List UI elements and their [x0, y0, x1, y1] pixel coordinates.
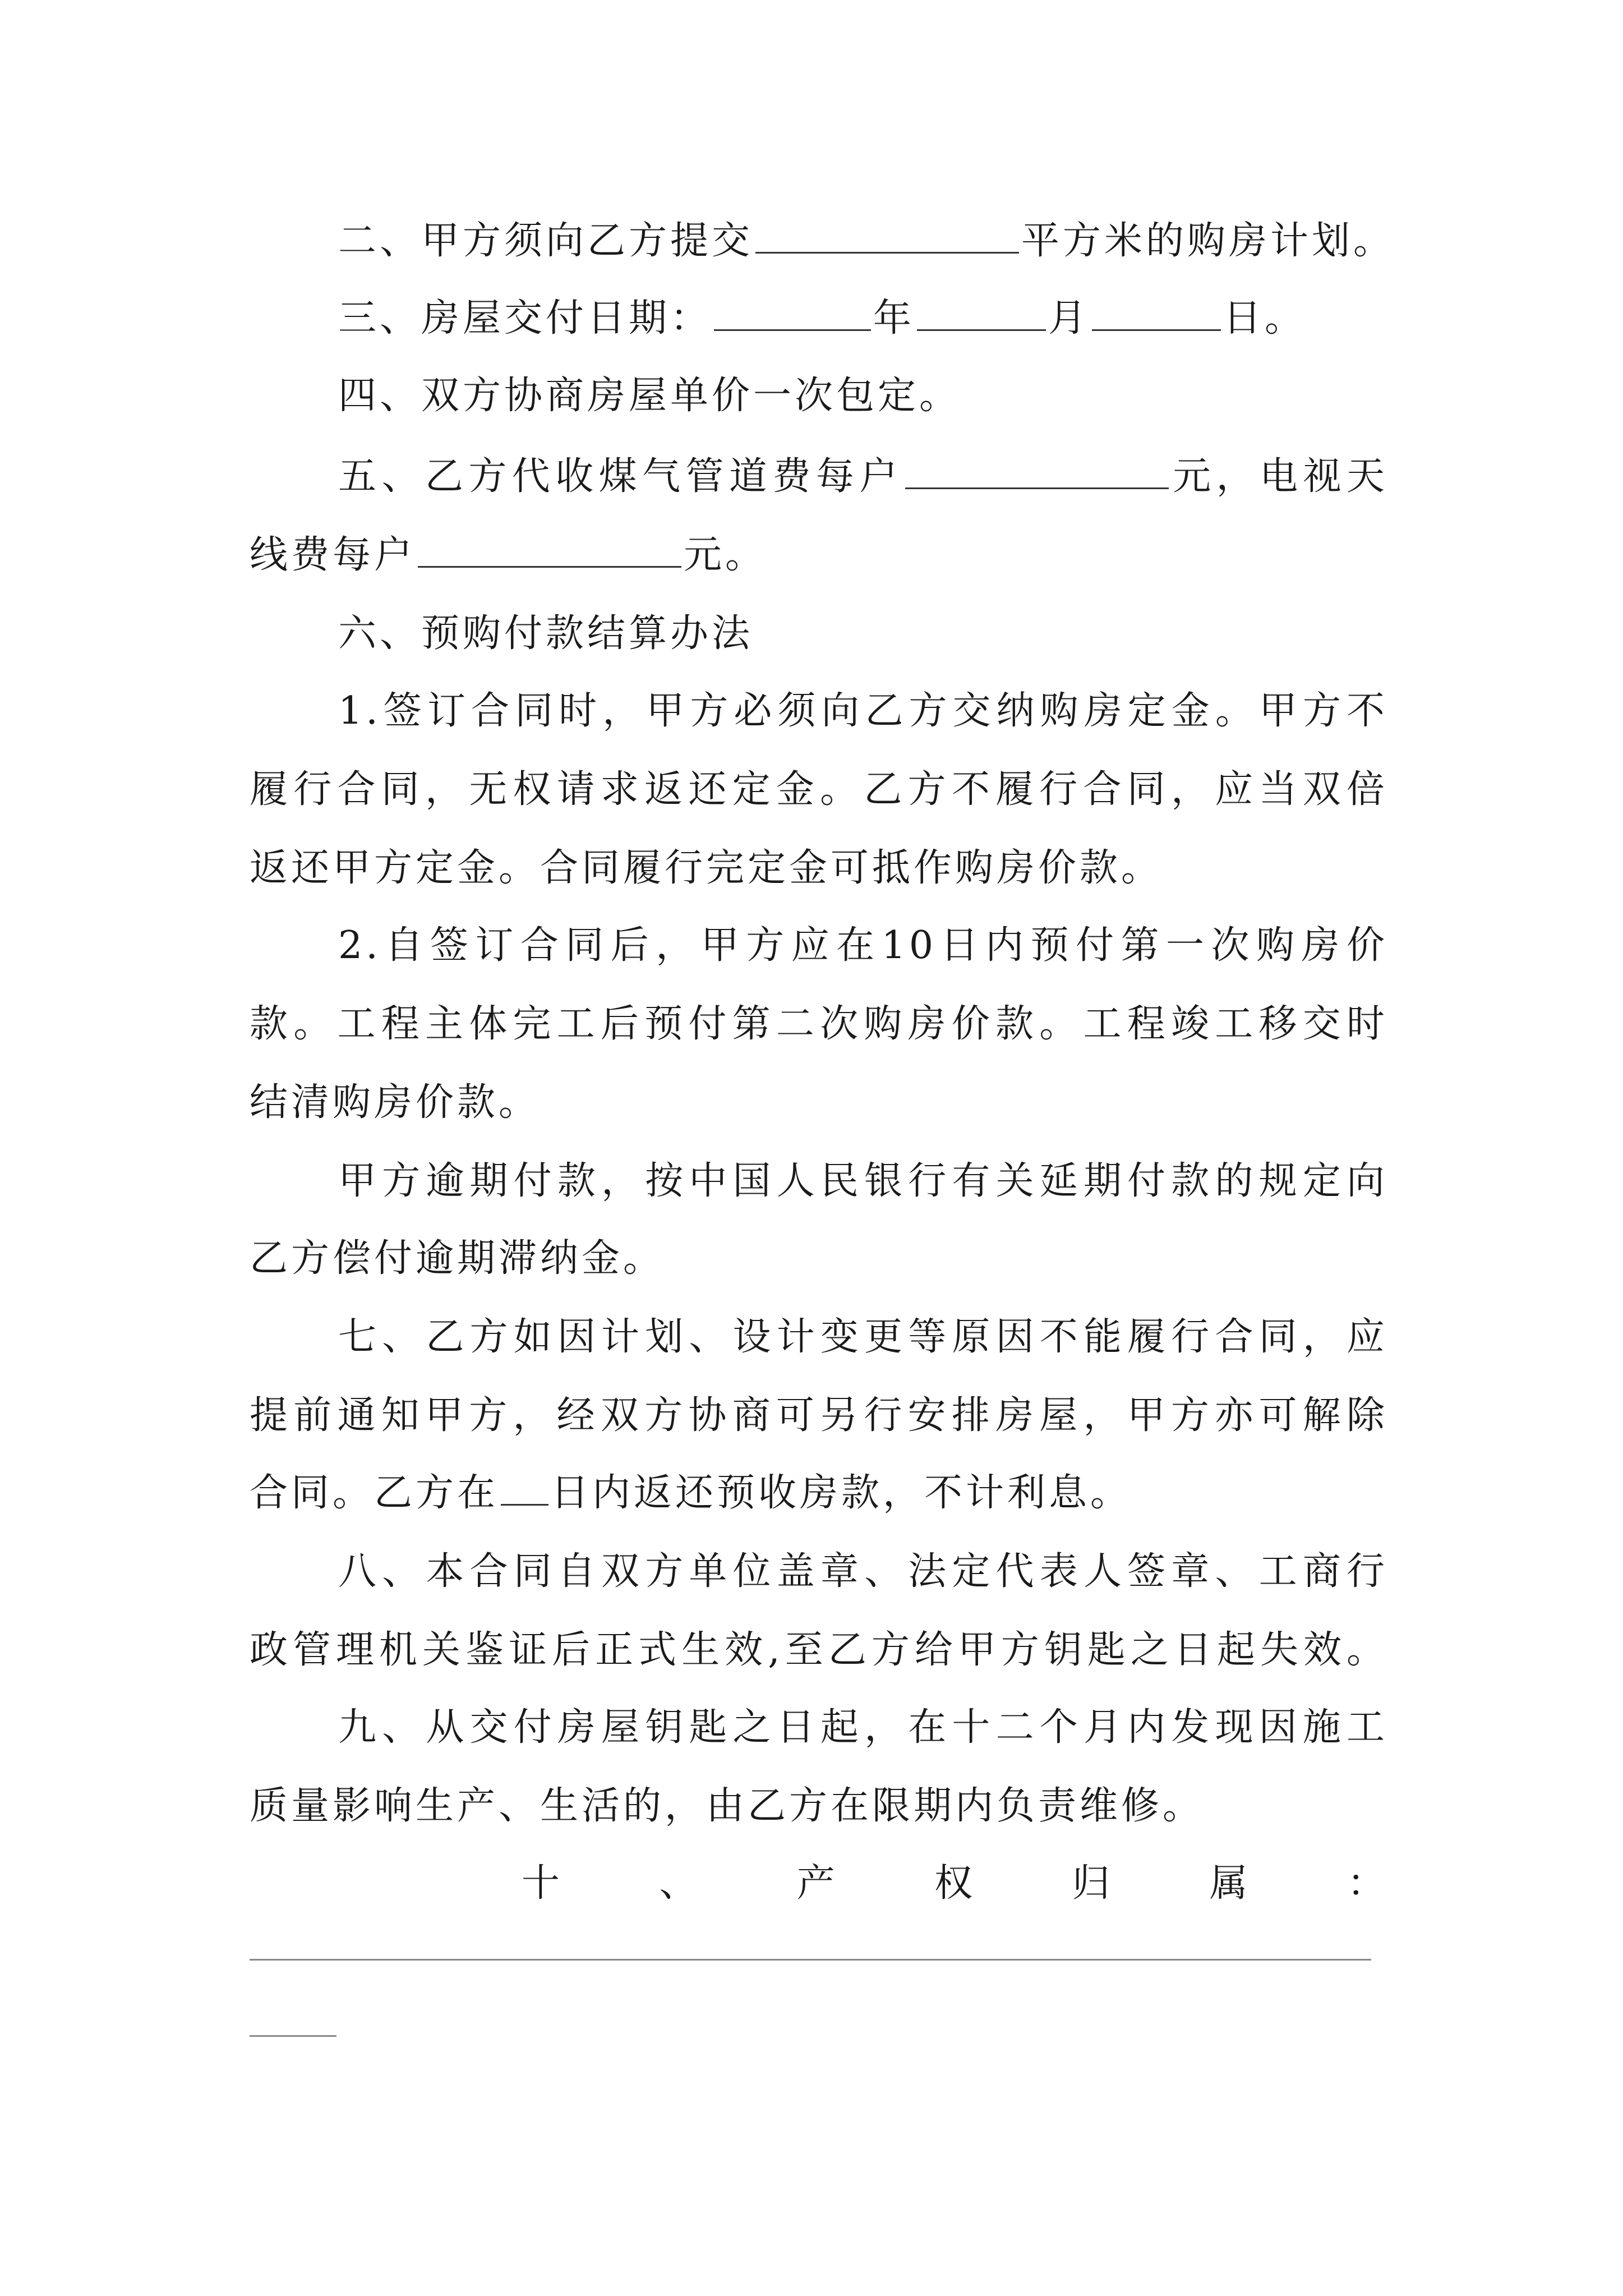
clause-6-1-line-3: 返还甲方定金。合同履行完定金可抵作购房价款。	[250, 846, 1163, 890]
clause-9-line-2: 质量影响生产、生活的，由乙方在限期内负责维修。	[250, 1784, 1205, 1828]
clause-6-1-line-2: 履行合同，无权请求返还定金。乙方不履行合同，应当双倍	[250, 767, 1388, 812]
gas-fee-blank	[905, 456, 1169, 489]
clause-10-char: 归	[1072, 1861, 1110, 1906]
clause-8-line-2: 政管理机关鉴证后正式生效,至乙方给甲方钥匙之日起失效。	[250, 1628, 1388, 1672]
clause-2-pre: 二、甲方须向乙方提交	[338, 219, 754, 263]
clause-3-year: 年	[873, 296, 915, 341]
clause-3-pre: 三、房屋交付日期：	[338, 296, 712, 341]
clause-6-2-line-2: 款。工程主体完工后预付第二次购房价款。工程竣工移交时	[250, 1002, 1388, 1046]
clause-7-l3-post: 日内返还预收房款，不计利息。	[551, 1471, 1132, 1515]
clause-6-1-line-1: 1.签订合同时，甲方必须向乙方交纳购房定金。甲方不	[338, 689, 1388, 733]
clause-10-char: 产	[796, 1861, 835, 1906]
clause-3-month: 月	[1048, 296, 1090, 341]
month-blank	[917, 298, 1046, 331]
clause-7-line-1: 七、乙方如因计划、设计变更等原因不能履行合同，应	[338, 1315, 1388, 1359]
clause-2	[338, 216, 1395, 266]
fill-in-line-short	[250, 2035, 336, 2037]
clause-6-3-line-2: 乙方偿付逾期滞纳金。	[250, 1236, 665, 1281]
days-blank	[501, 1473, 548, 1506]
clause-10-char: 属	[1209, 1861, 1248, 1906]
area-blank	[755, 220, 1019, 254]
clause-7-l3-pre: 合同。乙方在	[250, 1471, 499, 1515]
clause-8-line-1: 八、本合同自双方单位盖章、法定代表人签章、工商行	[338, 1549, 1388, 1594]
clause-2-post: 平方米的购房计划。	[1021, 219, 1395, 263]
clause-3	[338, 293, 1388, 344]
clause-5-line-1	[338, 452, 1388, 502]
clause-6-2-line-1: 2.自签订合同后，甲方应在10日内预付第一次购房价	[338, 923, 1388, 968]
fill-in-line	[250, 1959, 1371, 1961]
clause-9-line-1: 九、从交付房屋钥匙之日起，在十二个月内发现因施工	[338, 1705, 1388, 1750]
day-blank	[1092, 298, 1221, 331]
clause-7-line-2: 提前通知甲方，经双方协商可另行安排房屋，甲方亦可解除	[250, 1393, 1388, 1438]
clause-4: 四、双方协商房屋单价一次包定。	[338, 374, 961, 418]
clause-10-heading	[522, 1858, 1385, 1909]
clause-5-pre: 五、乙方代收煤气管道费每户	[338, 454, 903, 499]
clause-6-2-line-3: 结清购房价款。	[250, 1080, 541, 1125]
clause-5-l2-pre: 线费每户	[250, 533, 416, 577]
tv-fee-blank	[418, 535, 681, 568]
clause-10-char: 十	[522, 1861, 560, 1906]
clause-7-line-3	[250, 1468, 1388, 1519]
clause-10-char: ：	[1347, 1861, 1385, 1906]
clause-3-day: 日。	[1223, 296, 1307, 341]
clause-5-post: 元，电视天	[1170, 454, 1388, 499]
year-blank	[714, 298, 871, 331]
clause-6-3-line-1: 甲方逾期付款，按中国人民银行有关延期付款的规定向	[338, 1159, 1388, 1203]
clause-6-title: 六、预购付款结算办法	[338, 611, 754, 656]
clause-5-line-2	[250, 530, 1388, 581]
clause-10-char: 权	[934, 1861, 972, 1906]
clause-10-char: 、	[659, 1861, 698, 1906]
clause-5-l2-post: 元。	[684, 533, 767, 577]
